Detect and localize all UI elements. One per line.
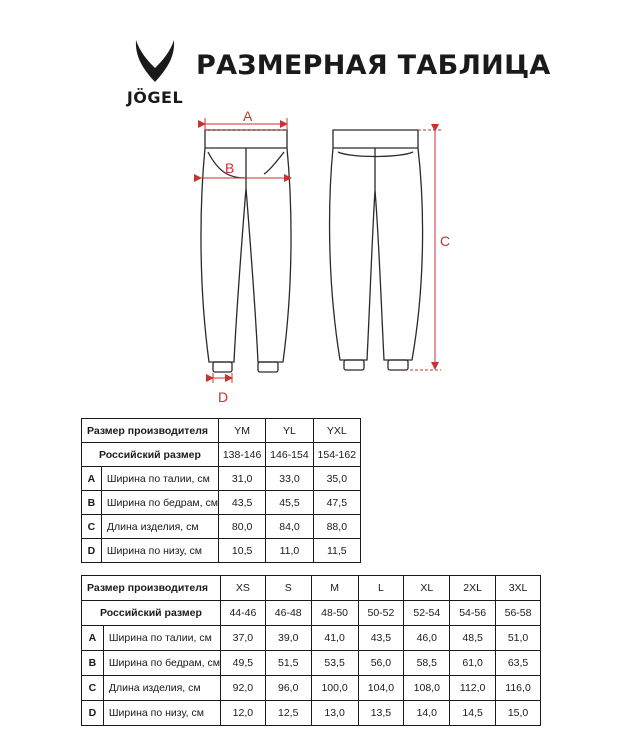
table-row (82, 626, 541, 651)
russian-size-label: Российский размер (82, 443, 219, 467)
measurement-d (213, 373, 232, 383)
measure-letter: C (82, 676, 104, 701)
page-title: РАЗМЕРНАЯ ТАБЛИЦА (196, 50, 551, 81)
value-cell: 10,5 (218, 539, 265, 563)
measurement-label-c: C (440, 233, 451, 249)
value-cell: 51,0 (496, 626, 541, 651)
ru-size-cell: 138-146 (218, 443, 265, 467)
value-cell: 61,0 (450, 651, 496, 676)
value-cell: 92,0 (220, 676, 265, 701)
value-cell: 12,0 (220, 701, 265, 726)
value-cell: 48,5 (450, 626, 496, 651)
value-cell: 43,5 (358, 626, 404, 651)
value-cell: 11,0 (266, 539, 313, 563)
measure-label: Ширина по бедрам, см (103, 651, 220, 676)
value-cell: 14,0 (404, 701, 450, 726)
measure-label: Ширина по талии, см (103, 626, 220, 651)
value-cell: 12,5 (265, 701, 311, 726)
ru-size-cell: 48-50 (311, 601, 358, 626)
table-header-row (82, 576, 541, 601)
measure-label: Длина изделия, см (103, 676, 220, 701)
pants-back-outline (330, 130, 423, 370)
measure-letter: A (82, 626, 104, 651)
table-ru-row (82, 443, 361, 467)
value-cell: 88,0 (313, 515, 360, 539)
manufacturer-size-label: Размер производителя (82, 419, 219, 443)
size-cell: L (358, 576, 404, 601)
measurement-label-b: B (225, 160, 235, 176)
value-cell: 43,5 (218, 491, 265, 515)
size-cell: 3XL (496, 576, 541, 601)
table-row (82, 515, 361, 539)
value-cell: 84,0 (266, 515, 313, 539)
measure-letter: B (82, 491, 102, 515)
table-row (82, 467, 361, 491)
value-cell: 37,0 (220, 626, 265, 651)
value-cell: 63,5 (496, 651, 541, 676)
measurement-label-d: D (218, 389, 229, 405)
measure-label: Ширина по низу, см (103, 701, 220, 726)
logo-text: JÖGEL (126, 88, 184, 107)
value-cell: 51,5 (265, 651, 311, 676)
russian-size-label: Российский размер (82, 601, 221, 626)
ru-size-cell: 154-162 (313, 443, 360, 467)
size-table-kids (81, 418, 361, 563)
table-ru-row (82, 601, 541, 626)
measure-letter: D (82, 539, 102, 563)
measure-letter: A (82, 467, 102, 491)
ru-size-cell: 52-54 (404, 601, 450, 626)
value-cell: 56,0 (358, 651, 404, 676)
value-cell: 14,5 (450, 701, 496, 726)
value-cell: 58,5 (404, 651, 450, 676)
pants-front-outline (201, 130, 291, 372)
value-cell: 33,0 (266, 467, 313, 491)
size-cell: M (311, 576, 358, 601)
size-cell: YL (266, 419, 313, 443)
table-row (82, 701, 541, 726)
value-cell: 41,0 (311, 626, 358, 651)
measurement-label-a: A (243, 108, 253, 124)
table-row (82, 651, 541, 676)
value-cell: 35,0 (313, 467, 360, 491)
ru-size-cell: 146-154 (266, 443, 313, 467)
measure-letter: D (82, 701, 104, 726)
value-cell: 11,5 (313, 539, 360, 563)
table-row (82, 676, 541, 701)
value-cell: 108,0 (404, 676, 450, 701)
value-cell: 49,5 (220, 651, 265, 676)
table-header-row (82, 419, 361, 443)
size-cell: YM (218, 419, 265, 443)
value-cell: 31,0 (218, 467, 265, 491)
value-cell: 45,5 (266, 491, 313, 515)
value-cell: 53,5 (311, 651, 358, 676)
value-cell: 47,5 (313, 491, 360, 515)
measure-label: Ширина по талии, см (101, 467, 218, 491)
value-cell: 96,0 (265, 676, 311, 701)
measure-letter: B (82, 651, 104, 676)
table-row (82, 491, 361, 515)
measure-label: Ширина по бедрам, см (101, 491, 218, 515)
size-cell: YXL (313, 419, 360, 443)
size-cell: XS (220, 576, 265, 601)
value-cell: 116,0 (496, 676, 541, 701)
measurement-c (410, 130, 441, 370)
value-cell: 104,0 (358, 676, 404, 701)
ru-size-cell: 44-46 (220, 601, 265, 626)
ru-size-cell: 46-48 (265, 601, 311, 626)
ru-size-cell: 56-58 (496, 601, 541, 626)
value-cell: 13,5 (358, 701, 404, 726)
table-row (82, 539, 361, 563)
value-cell: 39,0 (265, 626, 311, 651)
measure-label: Ширина по низу, см (101, 539, 218, 563)
size-cell: 2XL (450, 576, 496, 601)
measure-label: Длина изделия, см (101, 515, 218, 539)
ru-size-cell: 50-52 (358, 601, 404, 626)
value-cell: 13,0 (311, 701, 358, 726)
value-cell: 80,0 (218, 515, 265, 539)
value-cell: 100,0 (311, 676, 358, 701)
manufacturer-size-label: Размер производителя (82, 576, 221, 601)
value-cell: 112,0 (450, 676, 496, 701)
size-cell: S (265, 576, 311, 601)
value-cell: 46,0 (404, 626, 450, 651)
size-table-adult (81, 575, 541, 726)
size-cell: XL (404, 576, 450, 601)
value-cell: 15,0 (496, 701, 541, 726)
measure-letter: C (82, 515, 102, 539)
ru-size-cell: 54-56 (450, 601, 496, 626)
